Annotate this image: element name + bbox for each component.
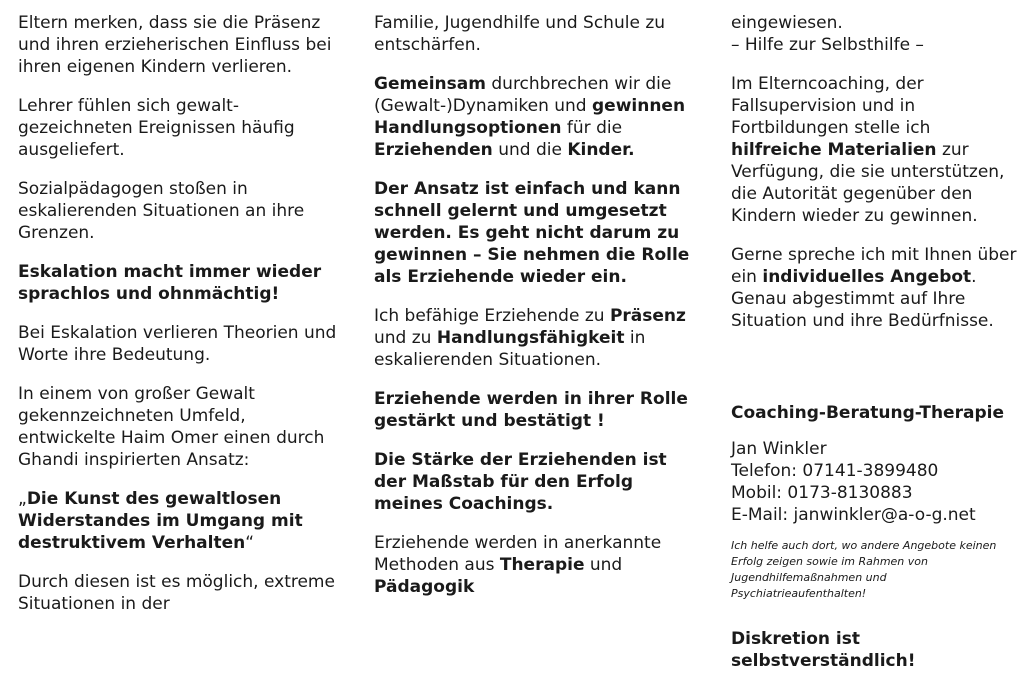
paragraph-offer — [731, 244, 1019, 332]
paragraph-teachers: Lehrer fühlen sich gewalt-gezeichneten Ereignissen häufig ausgeliefert. — [18, 96, 295, 160]
educators-bold: Erziehenden — [374, 140, 493, 160]
paragraph-together — [374, 73, 694, 161]
together-bold: Gemeinsam — [374, 74, 486, 94]
discretion-footer: Diskretion ist selbstverständlich! — [731, 629, 916, 671]
paragraph-possible: Durch diesen ist es möglich, extreme Situationen in der — [18, 572, 335, 614]
paragraph-family: Familie, Jugendhilfe und Schule zu entschärfen. — [374, 13, 666, 55]
approach-bold: Der Ansatz ist einfach und kann schnell gelernt und umgesetzt werden. Es geht nicht darum zu gewinnen – Sie nehmen die Rolle als Erziehende wieder ein. — [374, 179, 690, 287]
pedagogy-bold: Pädagogik — [374, 577, 475, 597]
paragraph-quote — [18, 488, 338, 554]
together-text-3: und die — [492, 140, 568, 160]
offer-text-2: . Genau abgestimmt auf Ihre Situation und ihre Bedürfnisse. — [731, 267, 994, 331]
materials-bold: hilfreiche Materialien — [731, 140, 937, 160]
paragraph-social-workers: Sozialpädagogen stoßen in eskalierenden Situationen an ihre Grenzen. — [18, 179, 305, 243]
quote-open: „ — [18, 489, 27, 509]
coaching-text-2: zur Verfügung, die sie unterstützen, die Autorität gegenüber den Kindern wieder zu gewinnen. — [731, 140, 1005, 226]
paragraph-enable — [374, 305, 694, 371]
contact-block — [731, 438, 1019, 526]
quote-close: “ — [245, 533, 255, 553]
together-text-2: für die — [561, 118, 623, 138]
column-right — [731, 12, 1019, 689]
column-left — [18, 12, 338, 632]
therapy-bold: Therapie — [499, 555, 585, 575]
escalation-bold: Eskalation macht immer wieder sprachlos und ohnmächtig! — [18, 262, 322, 304]
contact-name: Jan Winkler — [731, 439, 827, 459]
paragraph-haim-omer: In einem von großer Gewalt gekennzeichneten Umfeld, entwickelte Haim Omer einen durch Ghandi inspirierten Ansatz: — [18, 384, 325, 470]
instructed-line: eingewiesen. — [731, 13, 843, 33]
strength-bold: Die Stärke der Erziehenden ist der Maßstab für den Erfolg meines Coachings. — [374, 450, 667, 514]
paragraph-strengthened — [374, 388, 694, 432]
contact-mobile: Mobil: 0173-8130883 — [731, 483, 913, 503]
presence-bold: Präsenz — [609, 306, 686, 326]
enable-text-1: Ich befähige Erziehende zu — [374, 306, 610, 326]
note-text: Ich helfe auch dort, wo andere Angebote keinen Erfolg zeigen sowie im Rahmen von Jugendhilfemaßnahmen und Psychiatrieaufenthalten! — [731, 539, 997, 600]
paragraph-parents: Eltern merken, dass sie die Präsenz und ihren erzieherischen Einfluss bei ihren eigenen Kindern verlieren. — [18, 13, 332, 77]
together-text-1: durchbrechen wir die (Gewalt-)Dynamiken und — [374, 74, 672, 116]
offer-text-1: Gerne spreche ich mit Ihnen über ein — [731, 245, 1017, 287]
capability-bold: Handlungsfähigkeit — [436, 328, 625, 348]
paragraph-theories: Bei Eskalation verlieren Theorien und Worte ihre Bedeutung. — [18, 323, 337, 365]
paragraph-escalation — [18, 261, 338, 305]
contact-phone: Telefon: 07141-3899480 — [731, 461, 939, 481]
methods-text-2: und — [584, 555, 623, 575]
coaching-text-1: Im Elterncoaching, der Fallsupervision und in Fortbildungen stelle ich — [731, 74, 931, 138]
self-help-line: – Hilfe zur Selbsthilfe – — [731, 35, 924, 55]
quote-bold: Die Kunst des gewaltlosen Widerstandes im Umgang mit destruktivem Verhalten — [18, 489, 303, 553]
paragraph-methods — [374, 532, 694, 598]
methods-text-1: Erziehende werden in anerkannte Methoden aus — [374, 533, 662, 575]
children-bold: Kinder. — [567, 140, 635, 160]
strengthened-bold: Erziehende werden in ihrer Rolle gestärkt und bestätigt ! — [374, 389, 688, 431]
options-bold: gewinnen Handlungsoptionen — [374, 96, 686, 138]
enable-text-2: und zu — [374, 328, 437, 348]
column-middle — [374, 12, 694, 615]
enable-text-3: in eskalierenden Situationen. — [374, 328, 646, 370]
paragraph-instructed — [731, 12, 1019, 56]
paragraph-coaching — [731, 73, 1019, 227]
paragraph-approach — [374, 178, 694, 288]
contact-heading: Coaching-Beratung-Therapie — [731, 403, 1004, 423]
contact-email: E-Mail: janwinkler@a-o-g.net — [731, 505, 976, 525]
paragraph-strength — [374, 449, 694, 515]
offer-bold: individuelles Angebot — [762, 267, 972, 287]
